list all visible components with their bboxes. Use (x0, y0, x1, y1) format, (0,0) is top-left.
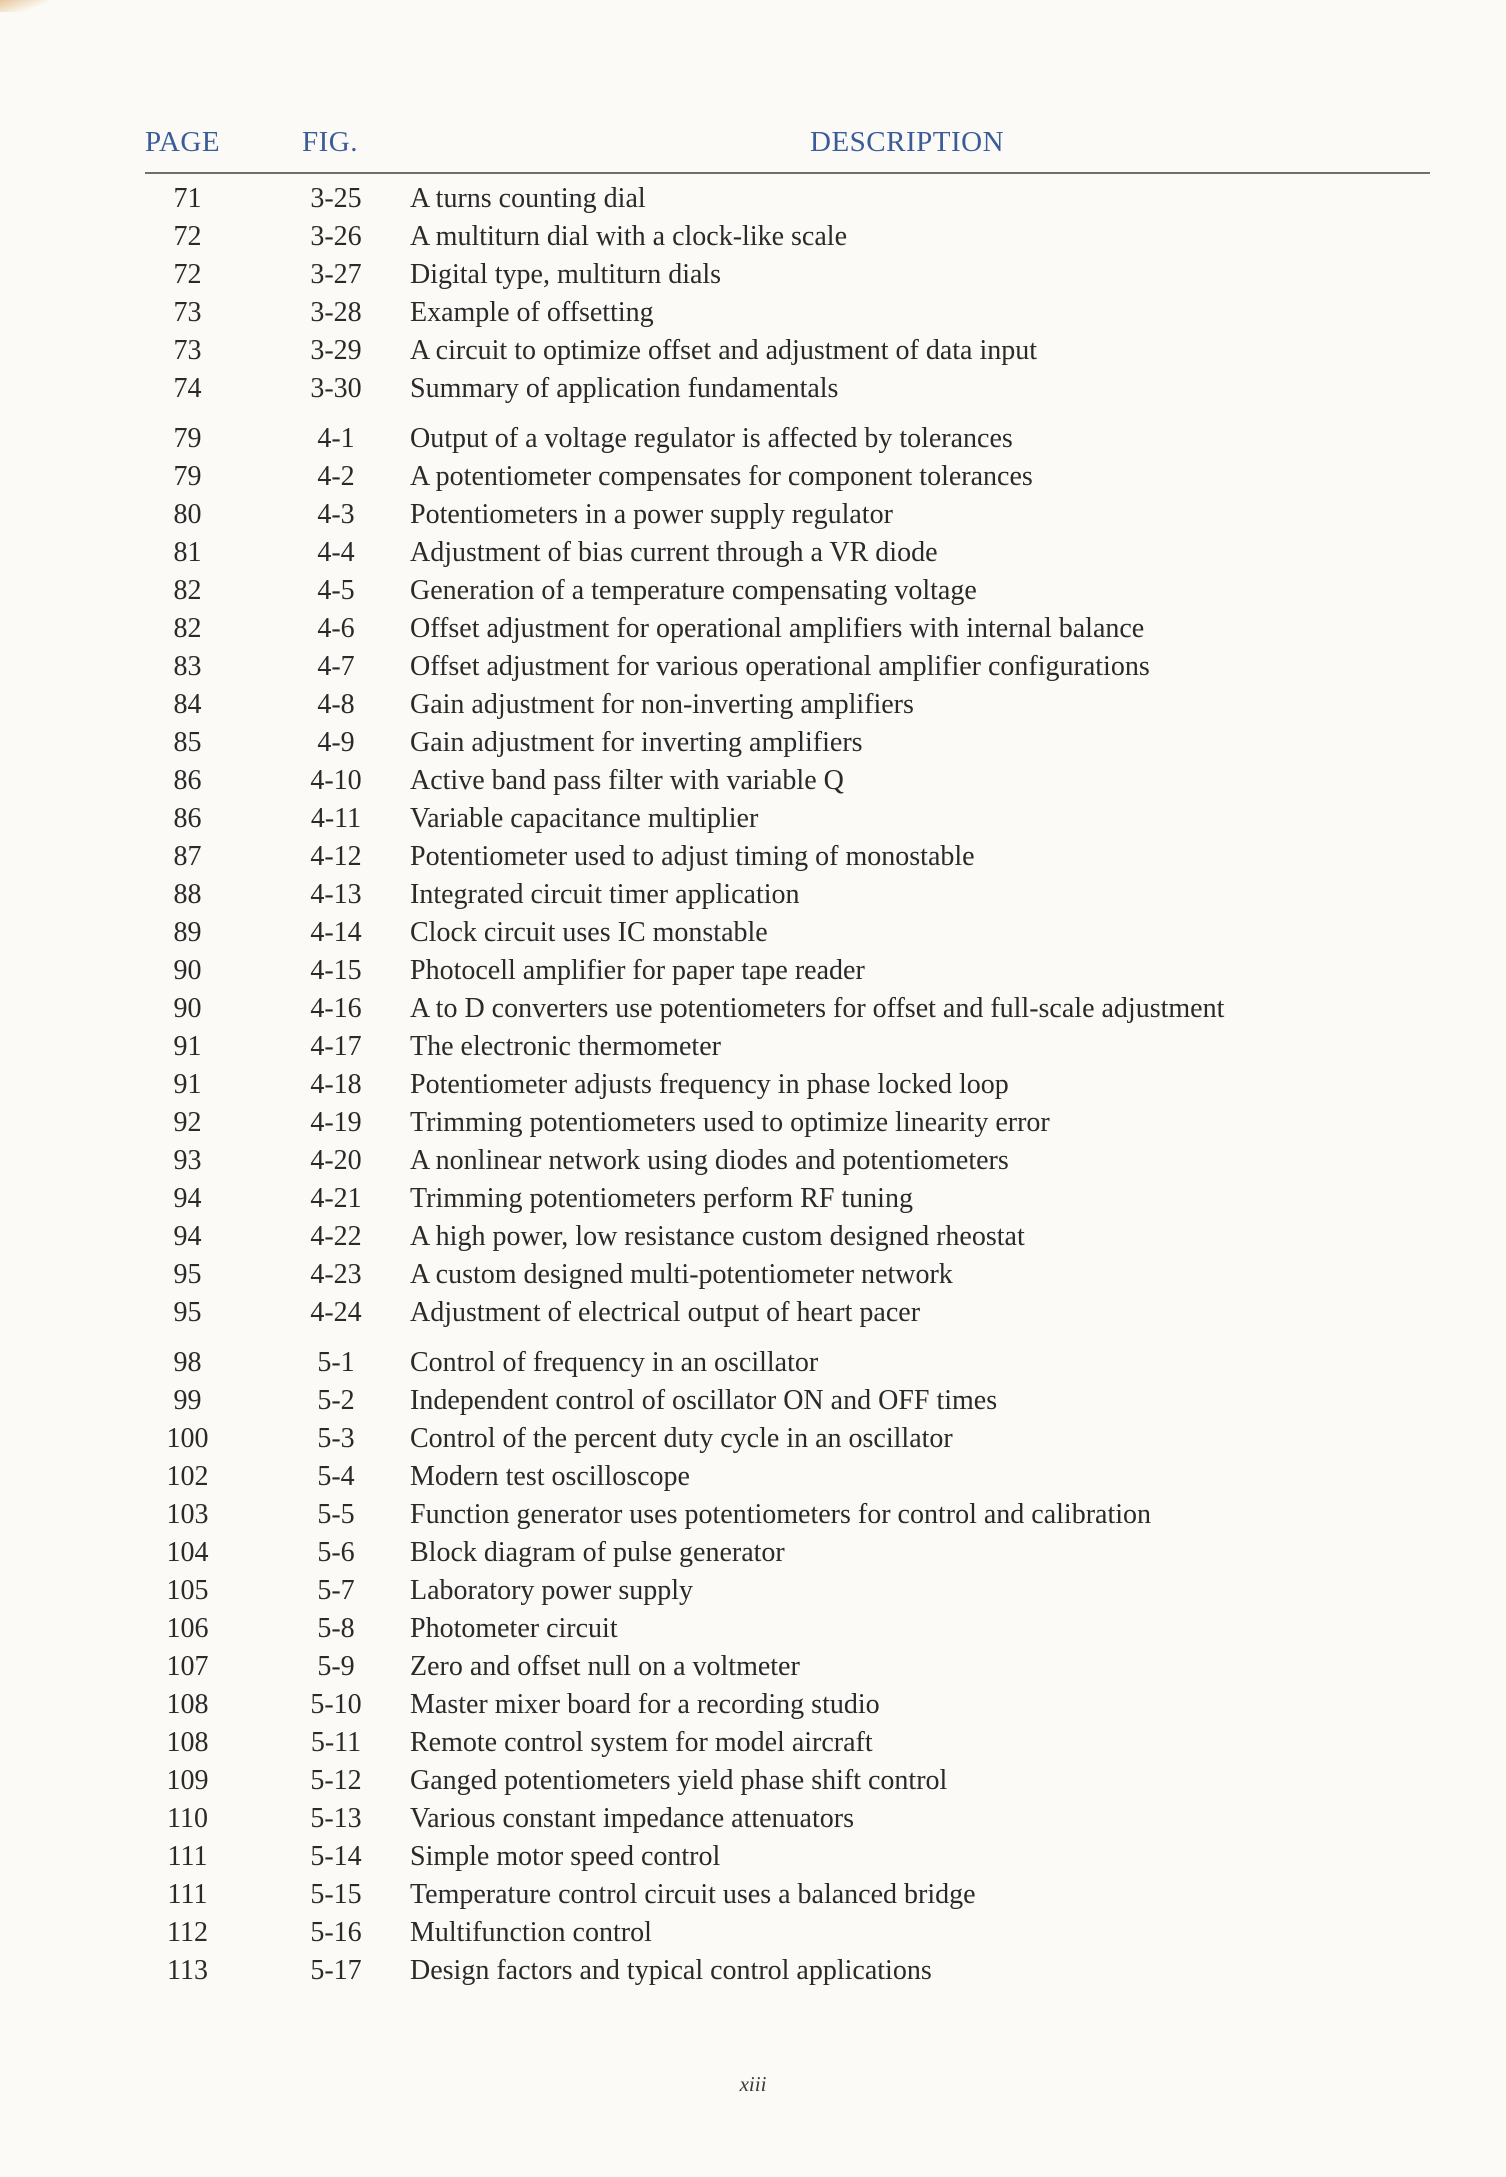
page-number: 72 (173, 259, 202, 290)
figure-description: Master mixer board for a recording studio (410, 1689, 880, 1720)
figure-number: 4-21 (310, 1183, 362, 1214)
page-number: 86 (173, 765, 202, 796)
table-row (0, 370, 1506, 408)
figure-number: 4-6 (317, 613, 355, 644)
table-row (0, 838, 1506, 876)
figure-number: 5-7 (317, 1575, 355, 1606)
figure-description: Active band pass filter with variable Q (410, 765, 844, 796)
figure-number: 5-1 (317, 1347, 355, 1378)
table-row (0, 420, 1506, 458)
figure-number: 3-30 (310, 373, 362, 404)
page-number: 110 (167, 1803, 208, 1834)
table-row (0, 1218, 1506, 1256)
figure-description: Laboratory power supply (410, 1575, 694, 1606)
figure-description: A multiturn dial with a clock-like scale (410, 221, 847, 252)
page-number: 99 (173, 1385, 202, 1416)
figure-number: 4-2 (317, 461, 355, 492)
page-number: 94 (173, 1221, 202, 1252)
description-column-header: DESCRIPTION (810, 126, 1005, 158)
table-row (0, 1382, 1506, 1420)
figure-description: Zero and offset null on a voltmeter (410, 1651, 800, 1682)
figure-description: A nonlinear network using diodes and potentiometers (410, 1145, 1009, 1176)
page-number: 83 (173, 651, 202, 682)
figure-description: Potentiometer used to adjust timing of monostable (410, 841, 975, 872)
figure-description: Potentiometer adjusts frequency in phase locked loop (410, 1069, 1009, 1100)
page-number: 79 (173, 461, 202, 492)
figure-description: A high power, low resistance custom designed rheostat (410, 1221, 1025, 1252)
figure-number: 4-19 (310, 1107, 362, 1138)
table-row (0, 218, 1506, 256)
table-row (0, 1952, 1506, 1990)
page-number: 86 (173, 803, 202, 834)
page-number: 98 (173, 1347, 202, 1378)
page-number: 106 (166, 1613, 209, 1644)
figure-number: 4-13 (310, 879, 362, 910)
table-row (0, 1610, 1506, 1648)
page-number: 71 (173, 183, 202, 214)
page-number: 82 (173, 575, 202, 606)
figure-description: A potentiometer compensates for component tolerances (410, 461, 1033, 492)
page-number: 79 (173, 423, 202, 454)
page-number: 104 (166, 1537, 209, 1568)
figure-number: 4-22 (310, 1221, 362, 1252)
figure-number: 4-20 (310, 1145, 362, 1176)
figure-description: Summary of application fundamentals (410, 373, 839, 404)
figure-description: Control of frequency in an oscillator (410, 1347, 819, 1378)
figure-number: 4-18 (310, 1069, 362, 1100)
page-number: 107 (166, 1651, 209, 1682)
table-row (0, 1180, 1506, 1218)
figure-number: 4-10 (310, 765, 362, 796)
table-row (0, 1648, 1506, 1686)
page-number: 90 (173, 993, 202, 1024)
page-number: 85 (173, 727, 202, 758)
fig-column-header: FIG. (302, 126, 358, 158)
page-number: 95 (173, 1297, 202, 1328)
page-folio: xiii (739, 2072, 767, 2096)
figure-number: 4-12 (310, 841, 362, 872)
table-row (0, 1496, 1506, 1534)
page-number: 74 (173, 373, 202, 404)
figure-number: 4-8 (317, 689, 355, 720)
table-row (0, 1800, 1506, 1838)
page-number: 82 (173, 613, 202, 644)
table-row (0, 1572, 1506, 1610)
figure-number: 5-3 (317, 1423, 355, 1454)
table-row (0, 1534, 1506, 1572)
table-row (0, 496, 1506, 534)
figure-number: 5-8 (317, 1613, 355, 1644)
table-row (0, 534, 1506, 572)
page-number: 91 (173, 1069, 202, 1100)
page-number: 95 (173, 1259, 202, 1290)
page-number: 80 (173, 499, 202, 530)
figure-description: Integrated circuit timer application (410, 879, 800, 910)
figure-description: Generation of a temperature compensating voltage (410, 575, 977, 606)
figure-number: 5-9 (317, 1651, 355, 1682)
figure-description: Modern test oscilloscope (410, 1461, 690, 1492)
page-number: 108 (166, 1727, 209, 1758)
page-number: 94 (173, 1183, 202, 1214)
table-row (0, 458, 1506, 496)
figure-number: 4-9 (317, 727, 355, 758)
figure-number: 5-10 (310, 1689, 362, 1720)
figure-description: Independent control of oscillator ON and OFF times (410, 1385, 998, 1416)
figure-description: The electronic thermometer (410, 1031, 721, 1062)
figure-description: Gain adjustment for non-inverting amplifiers (410, 689, 914, 720)
figure-number: 4-7 (317, 651, 355, 682)
page-column-header: PAGE (145, 126, 221, 158)
page-number: 87 (173, 841, 202, 872)
figure-description: Adjustment of bias current through a VR diode (410, 537, 938, 568)
table-row (0, 610, 1506, 648)
figure-number: 4-23 (310, 1259, 362, 1290)
table-row (0, 1876, 1506, 1914)
figure-description: A turns counting dial (410, 183, 646, 214)
figure-description: Output of a voltage regulator is affected by tolerances (410, 423, 1013, 454)
figure-description: Temperature control circuit uses a balanced bridge (410, 1879, 976, 1910)
table-row (0, 762, 1506, 800)
figure-number: 3-25 (310, 183, 362, 214)
figure-description: Design factors and typical control applications (410, 1955, 932, 1986)
page-number: 102 (166, 1461, 209, 1492)
figure-description: Remote control system for model aircraft (410, 1727, 873, 1758)
table-row (0, 1420, 1506, 1458)
page-number: 100 (166, 1423, 209, 1454)
figure-description: Multifunction control (410, 1917, 652, 1948)
figure-description: Control of the percent duty cycle in an oscillator (410, 1423, 953, 1454)
figure-number: 5-11 (310, 1727, 362, 1758)
figure-number: 4-4 (317, 537, 355, 568)
figure-description: Digital type, multiturn dials (410, 259, 722, 290)
figure-number: 4-1 (317, 423, 355, 454)
page-number: 73 (173, 297, 202, 328)
figure-number: 3-29 (310, 335, 362, 366)
page-number: 89 (173, 917, 202, 948)
figure-description: Clock circuit uses IC monstable (410, 917, 768, 948)
table-row (0, 332, 1506, 370)
figure-description: Trimming potentiometers used to optimize linearity error (410, 1107, 1050, 1138)
page-number: 112 (167, 1917, 208, 1948)
page-number: 111 (167, 1841, 208, 1872)
figure-number: 5-12 (310, 1765, 362, 1796)
table-row (0, 1294, 1506, 1332)
figure-description: Block diagram of pulse generator (410, 1537, 785, 1568)
figure-description: Function generator uses potentiometers for control and calibration (410, 1499, 1152, 1530)
figure-number: 4-16 (310, 993, 362, 1024)
figure-description: Ganged potentiometers yield phase shift control (410, 1765, 948, 1796)
figure-description: Offset adjustment for operational amplifiers with internal balance (410, 613, 1145, 644)
page-number: 111 (167, 1879, 208, 1910)
table-row (0, 1256, 1506, 1294)
table-row (0, 256, 1506, 294)
table-row (0, 1028, 1506, 1066)
figure-description: Trimming potentiometers perform RF tuning (410, 1183, 913, 1214)
page-number: 108 (166, 1689, 209, 1720)
table-row (0, 952, 1506, 990)
table-row (0, 1762, 1506, 1800)
page-number: 93 (173, 1145, 202, 1176)
table-row (0, 1344, 1506, 1382)
table-row (0, 876, 1506, 914)
table-row (0, 990, 1506, 1028)
page-number: 113 (167, 1955, 208, 1986)
table-row (0, 1104, 1506, 1142)
figure-number: 4-14 (310, 917, 362, 948)
figure-number: 5-17 (310, 1955, 362, 1986)
table-row (0, 1914, 1506, 1952)
figure-description: Example of offsetting (410, 297, 654, 328)
figure-number: 3-27 (310, 259, 362, 290)
table-row (0, 1838, 1506, 1876)
table-row (0, 800, 1506, 838)
table-row (0, 1142, 1506, 1180)
figure-description: Potentiometers in a power supply regulator (410, 499, 893, 530)
figure-number: 3-28 (310, 297, 362, 328)
figure-number: 5-14 (310, 1841, 362, 1872)
figure-number: 4-11 (310, 803, 362, 834)
figure-description: Adjustment of electrical output of heart pacer (410, 1297, 921, 1328)
figure-description: A circuit to optimize offset and adjustment of data input (410, 335, 1038, 366)
page-number: 84 (173, 689, 202, 720)
page-number: 73 (173, 335, 202, 366)
table-row (0, 180, 1506, 218)
figure-description: Simple motor speed control (410, 1841, 721, 1872)
table-row (0, 1458, 1506, 1496)
figure-description: Photocell amplifier for paper tape reader (410, 955, 865, 986)
page-number: 90 (173, 955, 202, 986)
figure-description: Photometer circuit (410, 1613, 618, 1644)
table-row (0, 648, 1506, 686)
figure-description: A to D converters use potentiometers for offset and full-scale adjustment (410, 993, 1225, 1024)
figure-number: 5-13 (310, 1803, 362, 1834)
figure-description: Offset adjustment for various operational amplifier configurations (410, 651, 1150, 682)
figure-number: 5-2 (317, 1385, 355, 1416)
figure-number: 4-5 (317, 575, 355, 606)
page-number: 92 (173, 1107, 202, 1138)
table-row (0, 1066, 1506, 1104)
page-number: 81 (173, 537, 202, 568)
figure-number: 5-15 (310, 1879, 362, 1910)
figure-number: 5-6 (317, 1537, 355, 1568)
table-row (0, 914, 1506, 952)
figure-number: 4-17 (310, 1031, 362, 1062)
table-row (0, 1724, 1506, 1762)
page-number: 103 (166, 1499, 209, 1530)
figure-description: Gain adjustment for inverting amplifiers (410, 727, 863, 758)
figure-number: 5-5 (317, 1499, 355, 1530)
table-row (0, 686, 1506, 724)
figure-number: 5-16 (310, 1917, 362, 1948)
figure-description: Various constant impedance attenuators (410, 1803, 854, 1834)
figure-number: 4-3 (317, 499, 355, 530)
page-number: 91 (173, 1031, 202, 1062)
table-row (0, 724, 1506, 762)
figure-number: 3-26 (310, 221, 362, 252)
table-row (0, 1686, 1506, 1724)
page-number: 105 (166, 1575, 209, 1606)
table-row (0, 572, 1506, 610)
page-number: 72 (173, 221, 202, 252)
figure-number: 4-24 (310, 1297, 362, 1328)
figure-description: A custom designed multi-potentiometer network (410, 1259, 953, 1290)
page-number: 88 (173, 879, 202, 910)
page-number: 109 (166, 1765, 209, 1796)
figure-number: 4-15 (310, 955, 362, 986)
figure-description: Variable capacitance multiplier (410, 803, 759, 834)
table-row (0, 294, 1506, 332)
figure-number: 5-4 (317, 1461, 355, 1492)
